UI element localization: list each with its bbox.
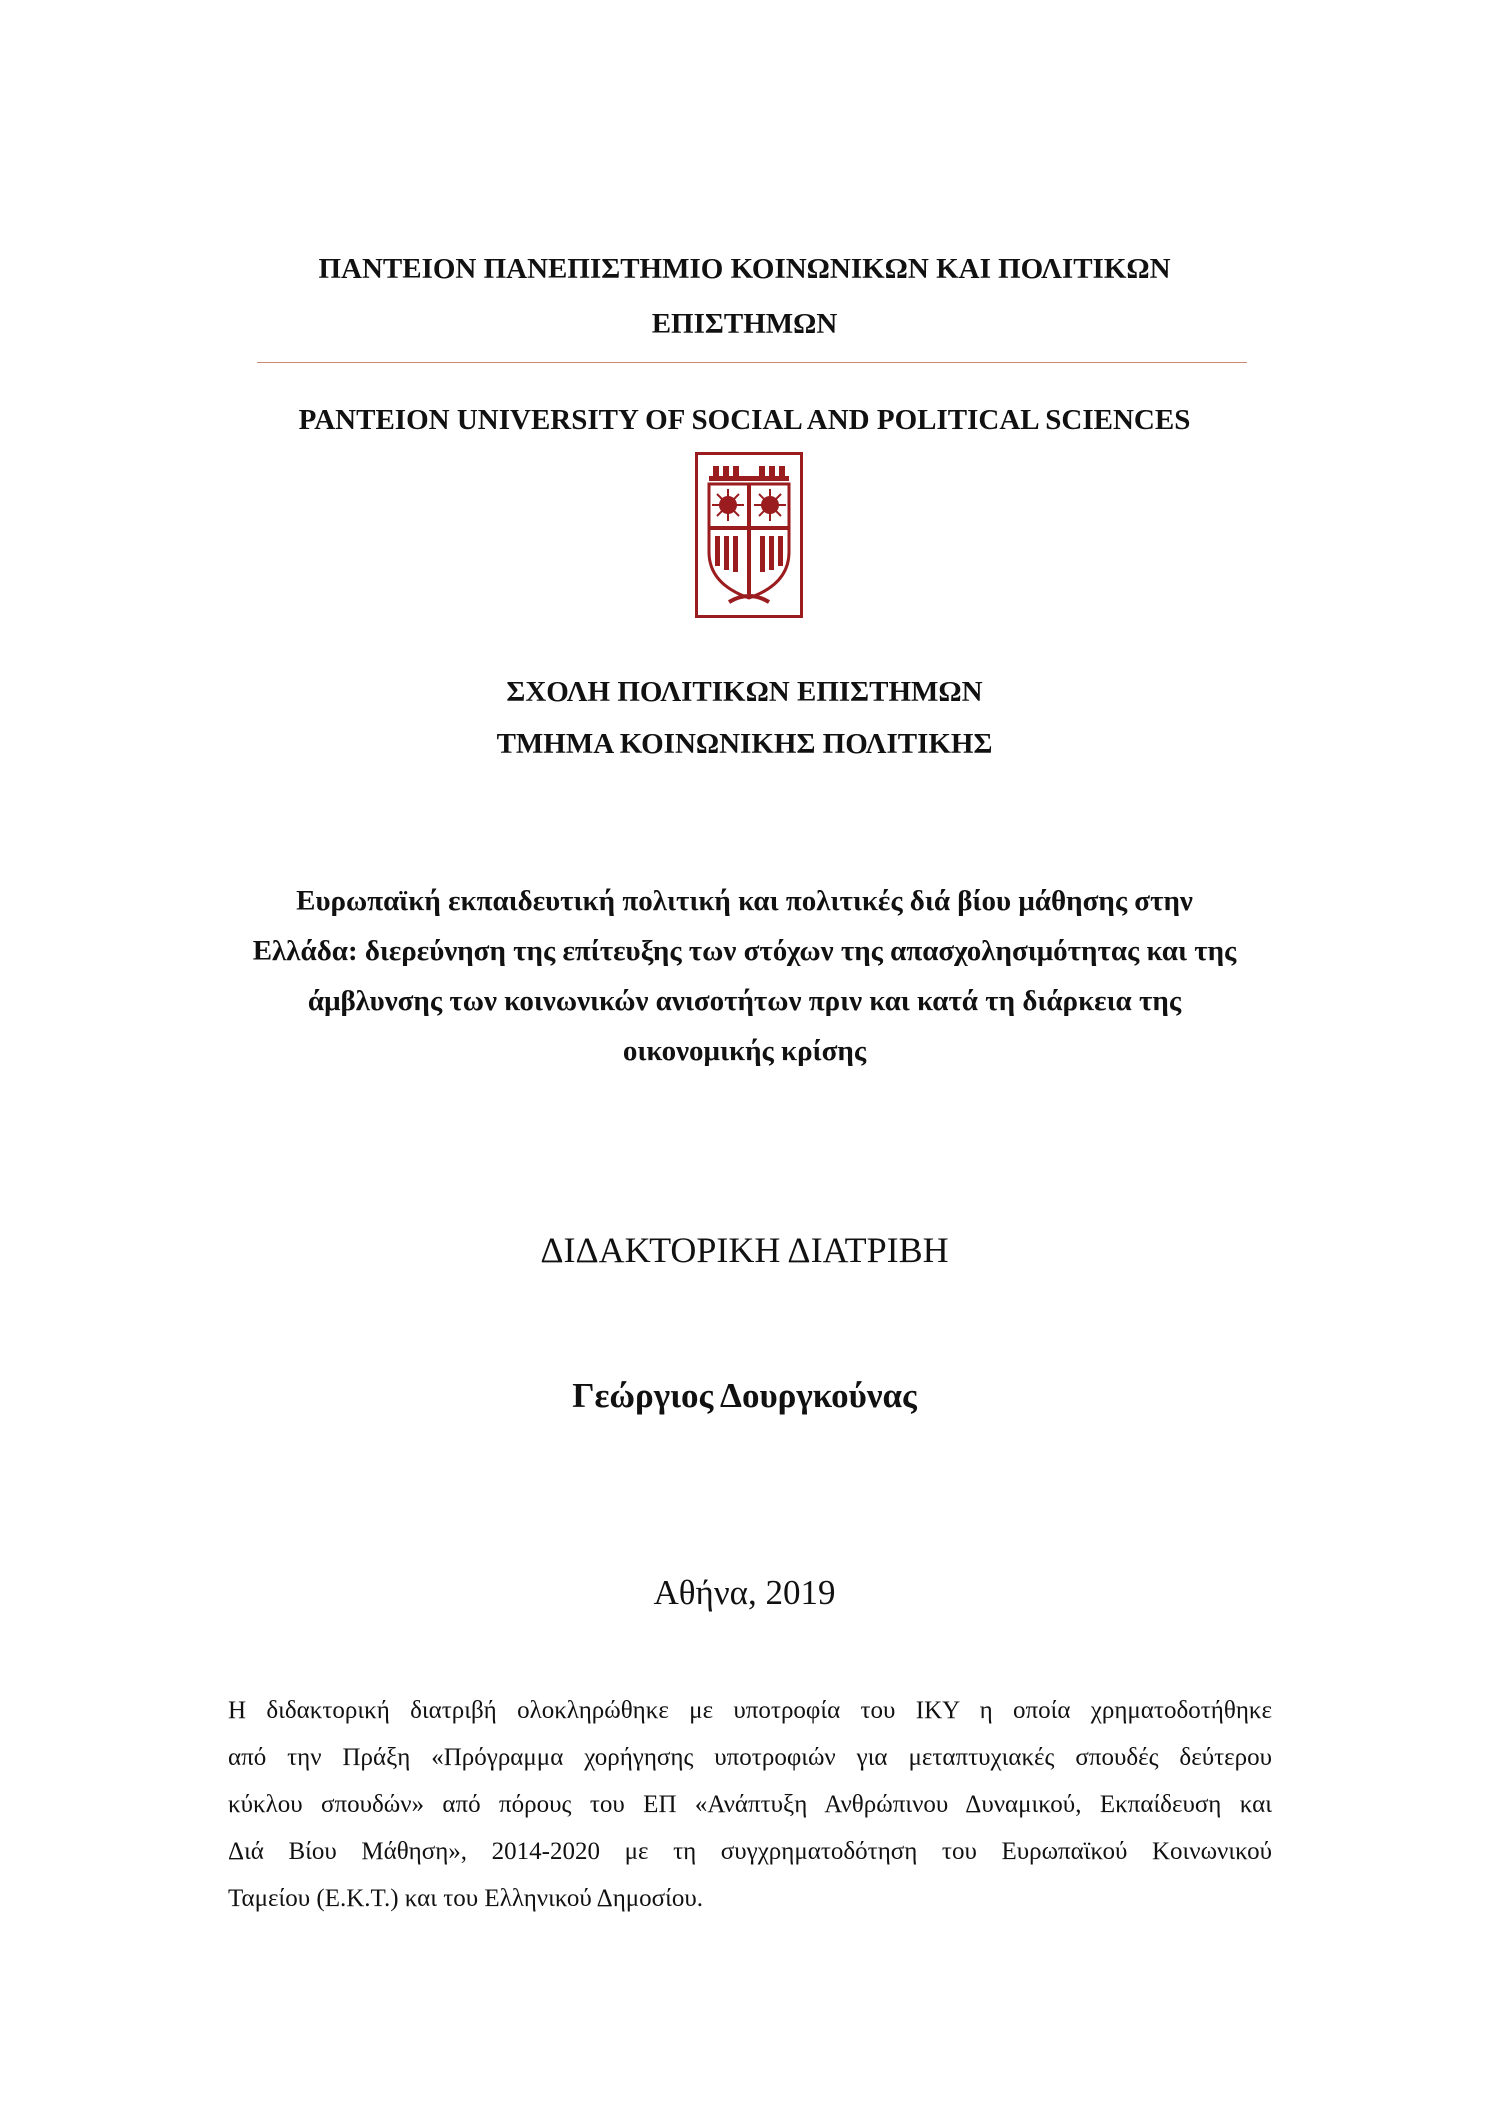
funding-line-5: Ταμείου (Ε.Κ.Τ.) και του Ελληνικού Δημοσίου. [228, 1885, 703, 1912]
university-name-greek [0, 242, 1489, 352]
university-name-greek-line-2: ΕΠΙΣΤΗΜΩΝ [651, 308, 838, 340]
university-name-greek-line-1: ΠΑΝΤΕΙΟΝ ΠΑΝΕΠΙΣΤΗΜΙΟ ΚΟΙΝΩΝΙΚΩΝ ΚΑΙ ΠΟΛΙΤΙΚΩΝ [318, 253, 1171, 285]
funding-line-4: Διά Βίου Μάθηση», 2014-2020 με τη συγχρηματοδότηση του Ευρωπαϊκού Κοινωνικού [228, 1838, 1272, 1865]
school-name: ΣΧΟΛΗ ΠΟΛΙΤΙΚΩΝ ΕΠΙΣΤΗΜΩΝ [506, 676, 983, 708]
thesis-title [0, 876, 1489, 1076]
funding-line-3: κύκλου σπουδών» από πόρους του ΕΠ «Ανάπτυξη Ανθρώπινου Δυναμικού, Εκπαίδευση και [228, 1791, 1272, 1818]
university-name-english: PANTEION UNIVERSITY OF SOCIAL AND POLITICAL SCIENCES [298, 404, 1191, 436]
funding-line-1: Η διδακτορική διατριβή ολοκληρώθηκε με υποτροφία του ΙΚΥ η οποία χρηματοδοτήθηκε [228, 1697, 1272, 1724]
thesis-title-line-2: Ελλάδα: διερεύνηση της επίτευξης των στόχων της απασχολησιμότητας και της [252, 935, 1237, 967]
place-and-date: Αθήνα, 2019 [653, 1573, 836, 1612]
thesis-title-line-4: οικονομικής κρίσης [622, 1035, 867, 1067]
funding-line-2: από την Πράξη «Πρόγραμμα χορήγησης υποτροφιών για μεταπτυχιακές σπουδές δεύτερου [228, 1744, 1272, 1771]
university-crest-icon [695, 452, 803, 618]
department-name: ΤΜΗΜΑ ΚΟΙΝΩΝΙΚΗΣ ΠΟΛΙΤΙΚΗΣ [496, 728, 993, 760]
thesis-title-line-1: Ευρωπαϊκή εκπαιδευτική πολιτική και πολιτικές διά βίου μάθησης στην [296, 885, 1193, 917]
funding-statement [228, 1687, 1272, 1922]
thesis-title-line-3: άμβλυνσης των κοινωνικών ανισοτήτων πριν και κατά τη διάρκεια της [307, 985, 1182, 1017]
header-divider [257, 362, 1247, 363]
author-name: Γεώργιος Δουργκούνας [572, 1376, 917, 1415]
document-type: ΔΙΔΑΚΤΟΡΙΚΗ ΔΙΑΤΡΙΒΗ [540, 1230, 949, 1270]
school-block [0, 666, 1489, 770]
